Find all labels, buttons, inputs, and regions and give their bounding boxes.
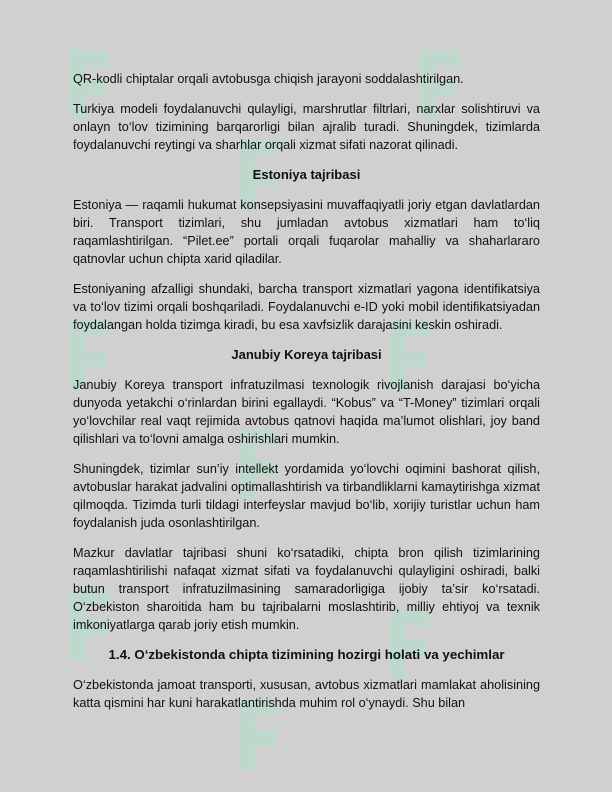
paragraph: Janubiy Koreya transport infratuzilmasi texnologik rivojlanish darajasi bo‘yicha dunyoda yetakchi o‘rinlardan birini egallaydi. “Kobus” va “T-Money” tizimlari orqali yo‘lovchilar real vaqt rejimida avtobus qatnovi haqida ma’lumot olishlari, joy band qilishlari va to‘lovni amalga oshirishlari mumkin. bbox=[73, 378, 540, 446]
document-body bbox=[73, 70, 540, 724]
paragraph: Shuningdek, tizimlar sun’iy intellekt yordamida yo‘lovchi oqimini bashorat qilish, avtobuslar harakat jadvalini optimallashtirish va tirbandliklarni kamaytirishga xizmat qilmoqda. Tizimda turli tildagi interfeyslar mavjud bo‘lib, xorijiy turistlar uchun ham foydalanish juda osonlashtirilgan. bbox=[73, 462, 540, 530]
heading-korea: Janubiy Koreya tajribasi bbox=[231, 347, 382, 362]
section-heading: 1.4. O‘zbekistonda chipta tizimining hozirgi holati va yechimlar bbox=[108, 647, 505, 662]
paragraph: Turkiya modeli foydalanuvchi qulayligi, marshrutlar filtrlari, narxlar solishtiruvi va onlayn to‘lov tizimining barqarorligi bilan ajralib turadi. Shuningdek, tizimlarda foydalanuvchi reytingi va sharhlar orqali xizmat sifati nazorat qilinadi. bbox=[73, 102, 540, 152]
paragraph: Mazkur davlatlar tajribasi shuni ko‘rsatadiki, chipta bron qilish tizimlarining raqamlashtirilishi nafaqat xizmat sifati va foydalanuvchi qulayligini oshiradi, balki butun transport infratuzilmasining samaradorligiga ijobiy ta’sir ko‘rsatadi. O‘zbekiston sharoitida ham bu tajribalarni moslashtirib, milliy ehtiyoj va texnik imkoniyatlarga qarab joriy etish mumkin. bbox=[73, 546, 540, 632]
paragraph: QR-kodli chiptalar orqali avtobusga chiqish jarayoni soddalashtirilgan. bbox=[73, 72, 464, 86]
heading-estonia: Estoniya tajribasi bbox=[252, 167, 361, 182]
paragraph: O‘zbekistonda jamoat transporti, xususan, avtobus xizmatlari mamlakat aholisining katta qismini har kuni harakatlantirishda muhim rol o‘ynaydi. Shu bilan bbox=[73, 678, 540, 710]
paragraph: Estoniya — raqamli hukumat konsepsiyasini muvaffaqiyatli joriy etgan davlatlardan biri. Transport tizimlari, shu jumladan avtobus xizmatlari ham to‘liq raqamlashtirilgan. “Pilet.ee” portali orqali fuqarolar mahalliy va shaharlararo qatnovlar uchun chipta xarid qiladilar. bbox=[73, 198, 540, 266]
paragraph: Estoniyaning afzalligi shundaki, barcha transport xizmatlari yagona identifikatsiya va to‘lov tizimi orqali boshqariladi. Foydalanuvchi e-ID yoki mobil identifikatsiyadan foydalangan holda tizimga kiradi, bu esa xavfsizlik darajasini keskin oshiradi. bbox=[73, 282, 540, 332]
